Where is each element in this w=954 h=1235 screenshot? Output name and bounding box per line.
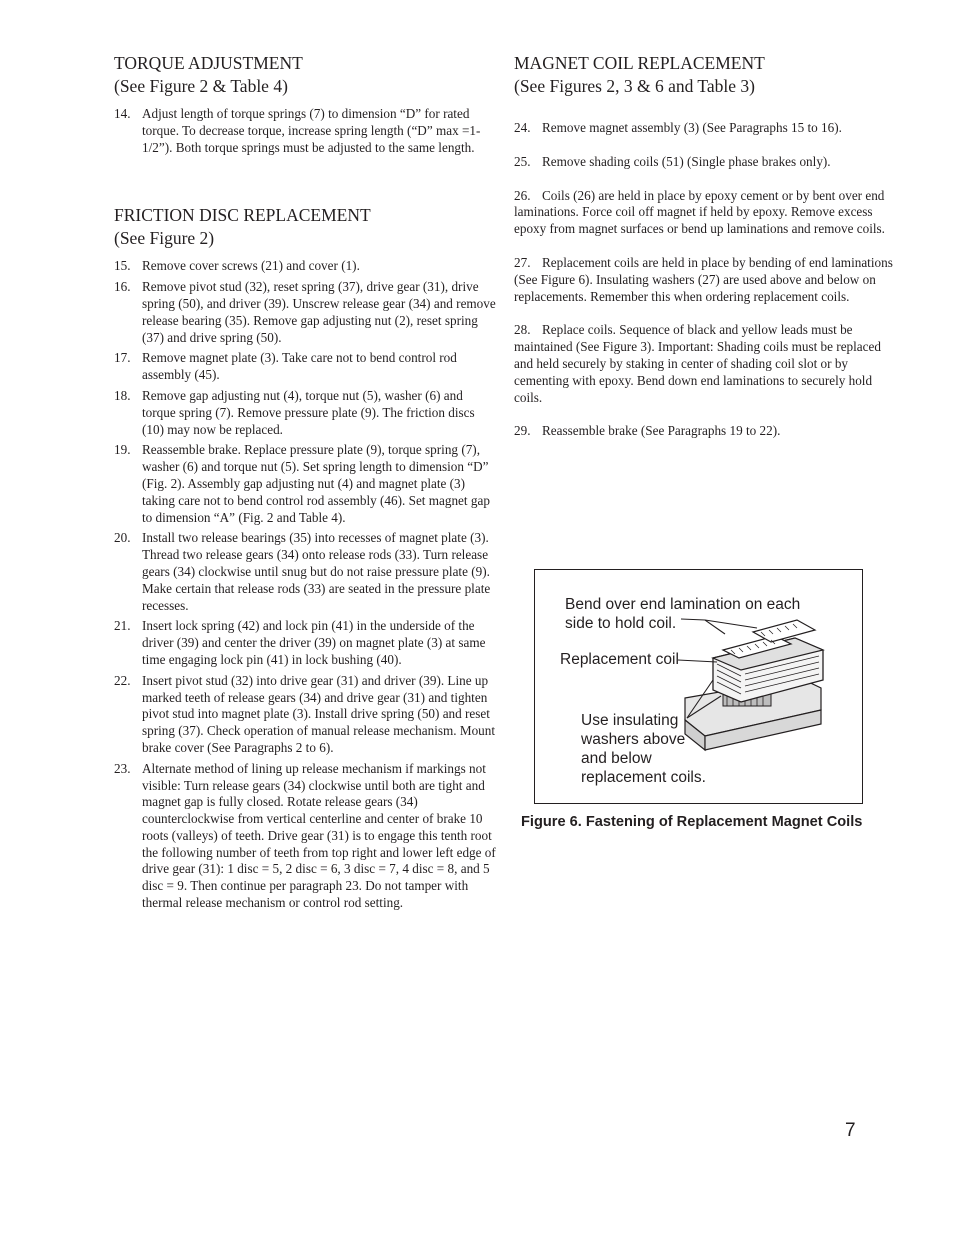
step-number: 18. <box>114 387 131 403</box>
paragraph <box>514 188 898 238</box>
paragraph-number: 28. <box>514 322 531 338</box>
friction-disc-heading <box>114 204 496 250</box>
label-washers-line2: washers above <box>581 731 686 748</box>
step-text: Adjust length of torque springs (7) to dimension “D” for rated torque. To decrease torque, increase spring length (“D” max =1-1/2”). Both torque springs must be adjusted to the same length. <box>142 106 481 155</box>
step-item <box>114 618 496 668</box>
bent-lamination-right <box>753 620 815 642</box>
paragraph-text: Remove shading coils (51) (Single phase brakes only). <box>542 153 831 169</box>
step-text: Remove magnet plate (3). Take care not to bend control rod assembly (45). <box>142 350 457 383</box>
paragraph <box>514 255 898 305</box>
step-number: 15. <box>114 258 131 274</box>
step-number: 16. <box>114 279 131 295</box>
torque-heading-line2: (See Figure 2 & Table 4) <box>114 76 288 96</box>
paragraph-number: 25. <box>514 153 531 169</box>
torque-heading-line1: TORQUE ADJUSTMENT <box>114 53 303 73</box>
step-text: Remove gap adjusting nut (4), torque nut (5), washer (6) and torque spring (7). Remove pressure plate (9). The friction discs (10) may now be replaced. <box>142 387 475 437</box>
label-replacement-coil: Replacement coil <box>560 651 679 668</box>
paragraph-text: Replacement coils are held in place by bending of end laminations (See Figure 6). Insulating washers (27) are used above and below on replacements. Remember this when ordering replacement coils. <box>514 254 893 304</box>
step-item <box>114 350 496 384</box>
leader-line-bend-2 <box>705 620 757 628</box>
paragraph-number: 26. <box>514 187 531 203</box>
leader-line-bend <box>681 619 725 634</box>
paragraph-number: 27. <box>514 254 531 270</box>
step-item <box>114 106 496 156</box>
step-number: 19. <box>114 442 131 458</box>
step-text: Reassemble brake. Replace pressure plate (9), torque spring (7), washer (6) and torque nut (5). Set spring length to dimension “D” (Fig. 2). Assembly gap adjusting nut (4) and magnet plate (3) taking care not to bend control rod assembly (46). Set magnet gap to dimension “A” (Fig. 2 and Table 4). <box>142 442 490 525</box>
step-number: 14. <box>114 106 131 121</box>
leader-line-coil <box>678 660 717 662</box>
step-item <box>114 442 496 526</box>
figure-caption: Figure 6. Fastening of Replacement Magnet Coils <box>521 814 863 830</box>
step-text: Remove cover screws (21) and cover (1). <box>142 258 360 274</box>
right-column <box>514 52 898 440</box>
magnet-heading-line1: MAGNET COIL REPLACEMENT <box>514 53 765 73</box>
step-number: 20. <box>114 530 131 546</box>
step-number: 17. <box>114 350 131 366</box>
paragraph-number: 29. <box>514 423 531 439</box>
paragraph-text: Replace coils. Sequence of black and yellow leads must be maintained (See Figure 3). Important: Shading coils must be replaced and held securely by staking in center of shading coil slot or by cementing with epoxy. Bend down end laminations to securely hold coils. <box>514 322 881 405</box>
paragraph-number: 24. <box>514 120 531 135</box>
step-item <box>114 388 496 438</box>
paragraph <box>514 154 898 171</box>
paragraph <box>514 423 898 440</box>
page-number: 7 <box>845 1120 856 1141</box>
label-washers-line1: Use insulating <box>581 712 679 729</box>
label-washers-line4: replacement coils. <box>581 769 706 786</box>
paragraph-text: Reassemble brake (See Paragraphs 19 to 22). <box>542 423 781 439</box>
paragraph <box>514 322 898 406</box>
paragraph <box>514 120 898 137</box>
torque-steps-list <box>114 106 496 156</box>
label-bend-line1: Bend over end lamination on each <box>565 596 801 613</box>
step-item <box>114 761 496 912</box>
friction-heading-line2: (See Figure 2) <box>114 228 215 249</box>
step-text: Remove pivot stud (32), reset spring (37), drive gear (31), drive spring (50), and driver (39). Unscrew release gear (34) and remove release bearing (35). Remove gap adjusting nut (2), reset spring (37) and drive spring (50). <box>142 279 496 345</box>
step-text: Insert lock spring (42) and lock pin (41) in the underside of the driver (39) and center the driver (39) on magnet plate (3) at same time engaging lock pin (41) in lock bushing (40). <box>142 618 486 667</box>
magnet-heading-line2: (See Figures 2, 3 & 6 and Table 3) <box>514 76 755 96</box>
step-item <box>114 673 496 757</box>
step-item <box>114 258 496 275</box>
step-number: 22. <box>114 672 131 688</box>
step-text: Alternate method of lining up release mechanism if markings not visible: Turn release gears (34) clockwise until both are tight and magnet gap is fully closed. Rotate release gears (34) counterclockwise from vertical centerline and center of brake 10 roots (valleys) of teeth. Drive gear (31) is to engage this tenth root the following number of teeth from top right and lower left edge of drive gear (31): 1 disc = 5, 2 disc = 6, 3 disc = 7, 4 disc = 8, and 5 disc = 9. Then continue per paragraph 23. Do not tamper with thermal release mechanism or control rod setting. <box>142 760 496 911</box>
friction-heading-line1: FRICTION DISC REPLACEMENT <box>114 205 371 226</box>
torque-adjustment-heading <box>114 52 496 98</box>
step-item <box>114 279 496 346</box>
step-item <box>114 530 496 614</box>
left-column <box>114 52 496 912</box>
figure-6-illustration <box>534 569 863 804</box>
label-bend-line2: side to hold coil. <box>565 615 677 632</box>
paragraph-text: Remove magnet assembly (3) (See Paragraphs 15 to 16). <box>542 120 842 135</box>
step-text: Insert pivot stud (32) into drive gear (31) and driver (39). Line up marked teeth of release gears (34) and drive gear (31) and tighten pivot stud into magnet plate (3). Install drive spring (50) and reset spring (37). Check operation of manual release mechanism. Mount brake cover (See Paragraphs 2 to 6). <box>142 672 496 755</box>
coil-diagram <box>535 570 861 802</box>
step-text: Install two release bearings (35) into recesses of magnet plate (3). Thread two release gears (34) onto release rods (33). Turn release gears (34) clockwise until snug but do not raise pressure plate (9). Make certain that release rods (33) are seated in the pressure plate recesses. <box>142 530 491 613</box>
step-number: 23. <box>114 760 131 776</box>
magnet-coil-heading <box>514 52 898 98</box>
step-number: 21. <box>114 618 131 634</box>
label-washers-line3: and below <box>581 750 652 767</box>
friction-steps-list <box>114 258 496 911</box>
paragraph-text: Coils (26) are held in place by epoxy cement or by bent over end laminations. Force coil off magnet if held by epoxy. Remove excess epoxy from magnet surfaces or bend up laminations and remove coils. <box>514 187 885 237</box>
